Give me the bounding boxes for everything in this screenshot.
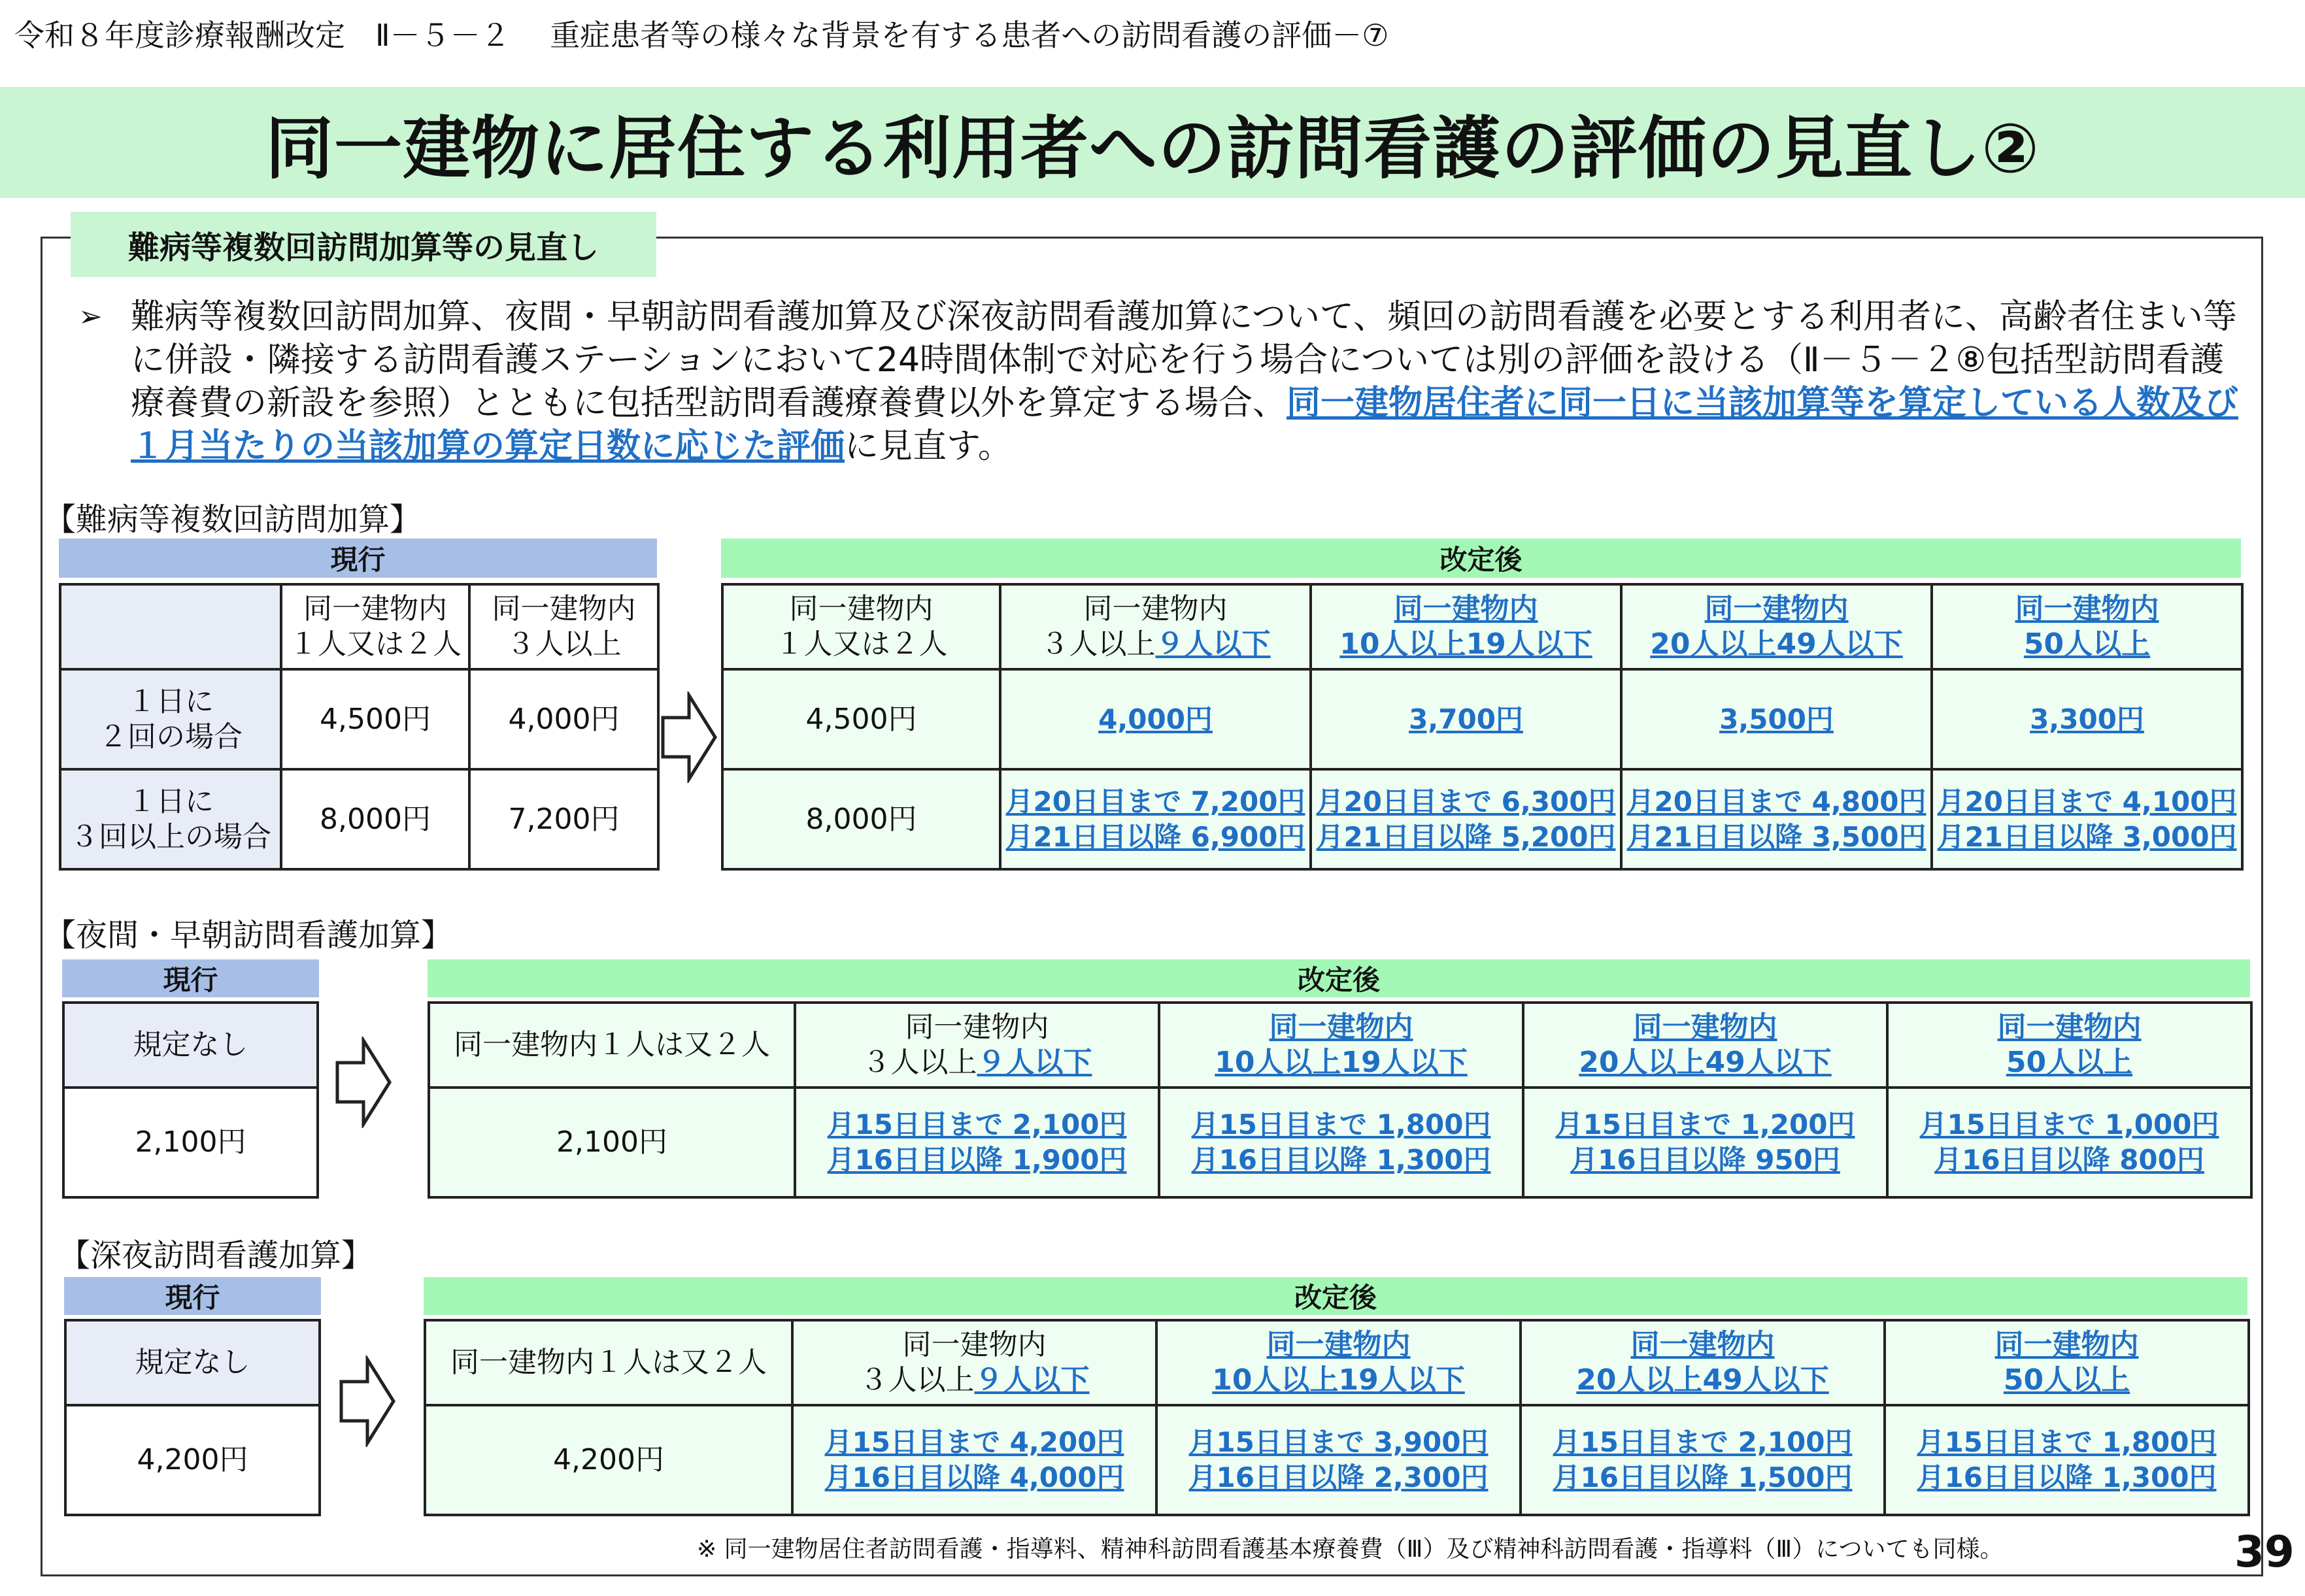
- page-title: 同一建物に居住する利用者への訪問看護の評価の見直し②: [265, 108, 2040, 188]
- table3-revised-cell: 月15日目まで 1,800円 月16日目以降 1,300円: [1885, 1405, 2249, 1515]
- table1-current-cell: 8,000円: [281, 769, 469, 869]
- table2-revised-cell: 2,100円: [429, 1088, 795, 1197]
- table1-current-rowhead: １日に ３回以上の場合: [60, 769, 281, 869]
- table2-current: [62, 1001, 319, 1199]
- arrow-right-icon: [339, 1355, 396, 1447]
- table1-revised-colhead: 同一建物内 20人以上49人以下: [1621, 584, 1932, 669]
- table1-revised-cell: 3,500円: [1621, 669, 1932, 769]
- table2-revised-cell: 月15日目まで 1,800円 月16日目以降 1,300円: [1159, 1088, 1523, 1197]
- arrow-right-icon: [335, 1037, 392, 1128]
- table1-revised-colhead: 同一建物内 50人以上: [1932, 584, 2242, 669]
- table2-revised-cell: 月15日目まで 1,000円 月16日目以降 800円: [1887, 1088, 2251, 1197]
- footnote: ※ 同一建物居住者訪問看護・指導料、精神科訪問看護基本療養費（Ⅲ）及び精神科訪問看護・指導料（Ⅲ）についても同様。: [697, 1536, 2004, 1563]
- table2-revised: [428, 1001, 2253, 1199]
- table1-revised-cell: 月20日目まで 7,200円 月21日目以降 6,900円: [1000, 769, 1311, 869]
- table1-current-colhead: 同一建物内 ３人以上: [469, 584, 658, 669]
- table1-label: 【難病等複数回訪問加算】: [44, 501, 422, 538]
- table1-revised-colhead: 同一建物内 ３人以上９人以下: [1000, 584, 1311, 669]
- title-band: [0, 87, 2305, 198]
- intro-text-emphasis: 同一建物居住者に同一日に当該加算等を算定している人数及び１月当たりの当該加算の算定日数に応じた評価: [131, 384, 2239, 466]
- bullet-arrow-icon: ➢: [78, 300, 103, 333]
- section-tag: 難病等複数回訪問加算等の見直し: [71, 212, 656, 277]
- intro-paragraph: [78, 295, 2255, 468]
- table2-revised-cell: 月15日目まで 2,100円 月16日目以降 1,900円: [795, 1088, 1159, 1197]
- table2-revised-colhead: 同一建物内１人は又２人: [429, 1003, 795, 1088]
- table2-current-cell: 2,100円: [63, 1088, 318, 1197]
- table3-current: [64, 1319, 321, 1516]
- table1-revised-cell: 月20日目まで 4,100円 月21日目以降 3,000円: [1932, 769, 2242, 869]
- table3-current-cell: 4,200円: [65, 1405, 320, 1515]
- table1-revised-cell: 8,000円: [722, 769, 1000, 869]
- table3-current-cell: 規定なし: [65, 1320, 320, 1405]
- table1-revised: [721, 583, 2244, 871]
- table3-revised-colhead: 同一建物内１人は又２人: [425, 1320, 792, 1405]
- table3-revised-colhead: 同一建物内 ３人以上９人以下: [792, 1320, 1156, 1405]
- table3-revised-cell: 月15日目まで 2,100円 月16日目以降 1,500円: [1521, 1405, 1885, 1515]
- table1-revised-cell: 4,000円: [1000, 669, 1311, 769]
- table2-current-bar: 現行: [62, 959, 319, 997]
- table3-revised-cell: 月15日目まで 4,200円 月16日目以降 4,000円: [792, 1405, 1156, 1515]
- table3-revised-colhead: 同一建物内 20人以上49人以下: [1521, 1320, 1885, 1405]
- table2-current-cell: 規定なし: [63, 1003, 318, 1088]
- table2-revised-cell: 月15日目まで 1,200円 月16日目以降 950円: [1523, 1088, 1887, 1197]
- arrow-right-icon: [660, 691, 718, 783]
- table1-revised-bar: 改定後: [721, 539, 2241, 578]
- slide-header: 令和８年度診療報酬改定 Ⅱ－５－２ 重症患者等の様々な背景を有する患者への訪問看護の評価－⑦: [14, 18, 1389, 53]
- table1-current-colhead: 同一建物内 １人又は２人: [281, 584, 469, 669]
- table3-revised-colhead: 同一建物内 50人以上: [1885, 1320, 2249, 1405]
- table2-revised-colhead: 同一建物内 20人以上49人以下: [1523, 1003, 1887, 1088]
- table3-revised-cell: 4,200円: [425, 1405, 792, 1515]
- intro-text-plain: 難病等複数回訪問加算、夜間・早朝訪問看護加算及び深夜訪問看護加算について、頻回の訪問看護を必要とする利用者に、高齢者住まい等に併設・隣接する訪問看護ステーションにおいて24時間体制で対応を行う場合については別の評価を設ける（Ⅱ－５－２⑧包括型訪問看護療養費の新設を参照）とともに包括型訪問看護療養費以外を算定する場合、: [131, 297, 2237, 423]
- intro-text: [131, 295, 2255, 468]
- intro-text-end: に見直す。: [845, 427, 1012, 466]
- table1-revised-colhead: 同一建物内 １人又は２人: [722, 584, 1000, 669]
- table3-current-bar: 現行: [64, 1277, 321, 1315]
- table1-current-cell: 7,200円: [469, 769, 658, 869]
- page-number: 39: [2234, 1527, 2295, 1577]
- table1-current-cell: 4,000円: [469, 669, 658, 769]
- table3-revised-colhead: 同一建物内 10人以上19人以下: [1156, 1320, 1521, 1405]
- table2-revised-colhead: 同一建物内 ３人以上９人以下: [795, 1003, 1159, 1088]
- table1-current-cell: 4,500円: [281, 669, 469, 769]
- table2-label: 【夜間・早朝訪問看護加算】: [44, 917, 453, 954]
- table1-current-corner: [60, 584, 281, 669]
- table1-revised-cell: 3,300円: [1932, 669, 2242, 769]
- table1-current-bar: 現行: [59, 539, 657, 578]
- table1-revised-colhead: 同一建物内 10人以上19人以下: [1311, 584, 1621, 669]
- table3-label: 【深夜訪問看護加算】: [59, 1237, 373, 1274]
- table3-revised: [424, 1319, 2250, 1516]
- table1-revised-cell: 4,500円: [722, 669, 1000, 769]
- table2-revised-colhead: 同一建物内 50人以上: [1887, 1003, 2251, 1088]
- table2-revised-bar: 改定後: [428, 959, 2250, 997]
- table1-current-rowhead: １日に ２回の場合: [60, 669, 281, 769]
- table1-current: [59, 583, 660, 871]
- table1-revised-cell: 月20日目まで 4,800円 月21日目以降 3,500円: [1621, 769, 1932, 869]
- table3-revised-bar: 改定後: [424, 1277, 2247, 1315]
- table3-revised-cell: 月15日目まで 3,900円 月16日目以降 2,300円: [1156, 1405, 1521, 1515]
- table1-revised-cell: 月20日目まで 6,300円 月21日目以降 5,200円: [1311, 769, 1621, 869]
- table2-revised-colhead: 同一建物内 10人以上19人以下: [1159, 1003, 1523, 1088]
- table1-revised-cell: 3,700円: [1311, 669, 1621, 769]
